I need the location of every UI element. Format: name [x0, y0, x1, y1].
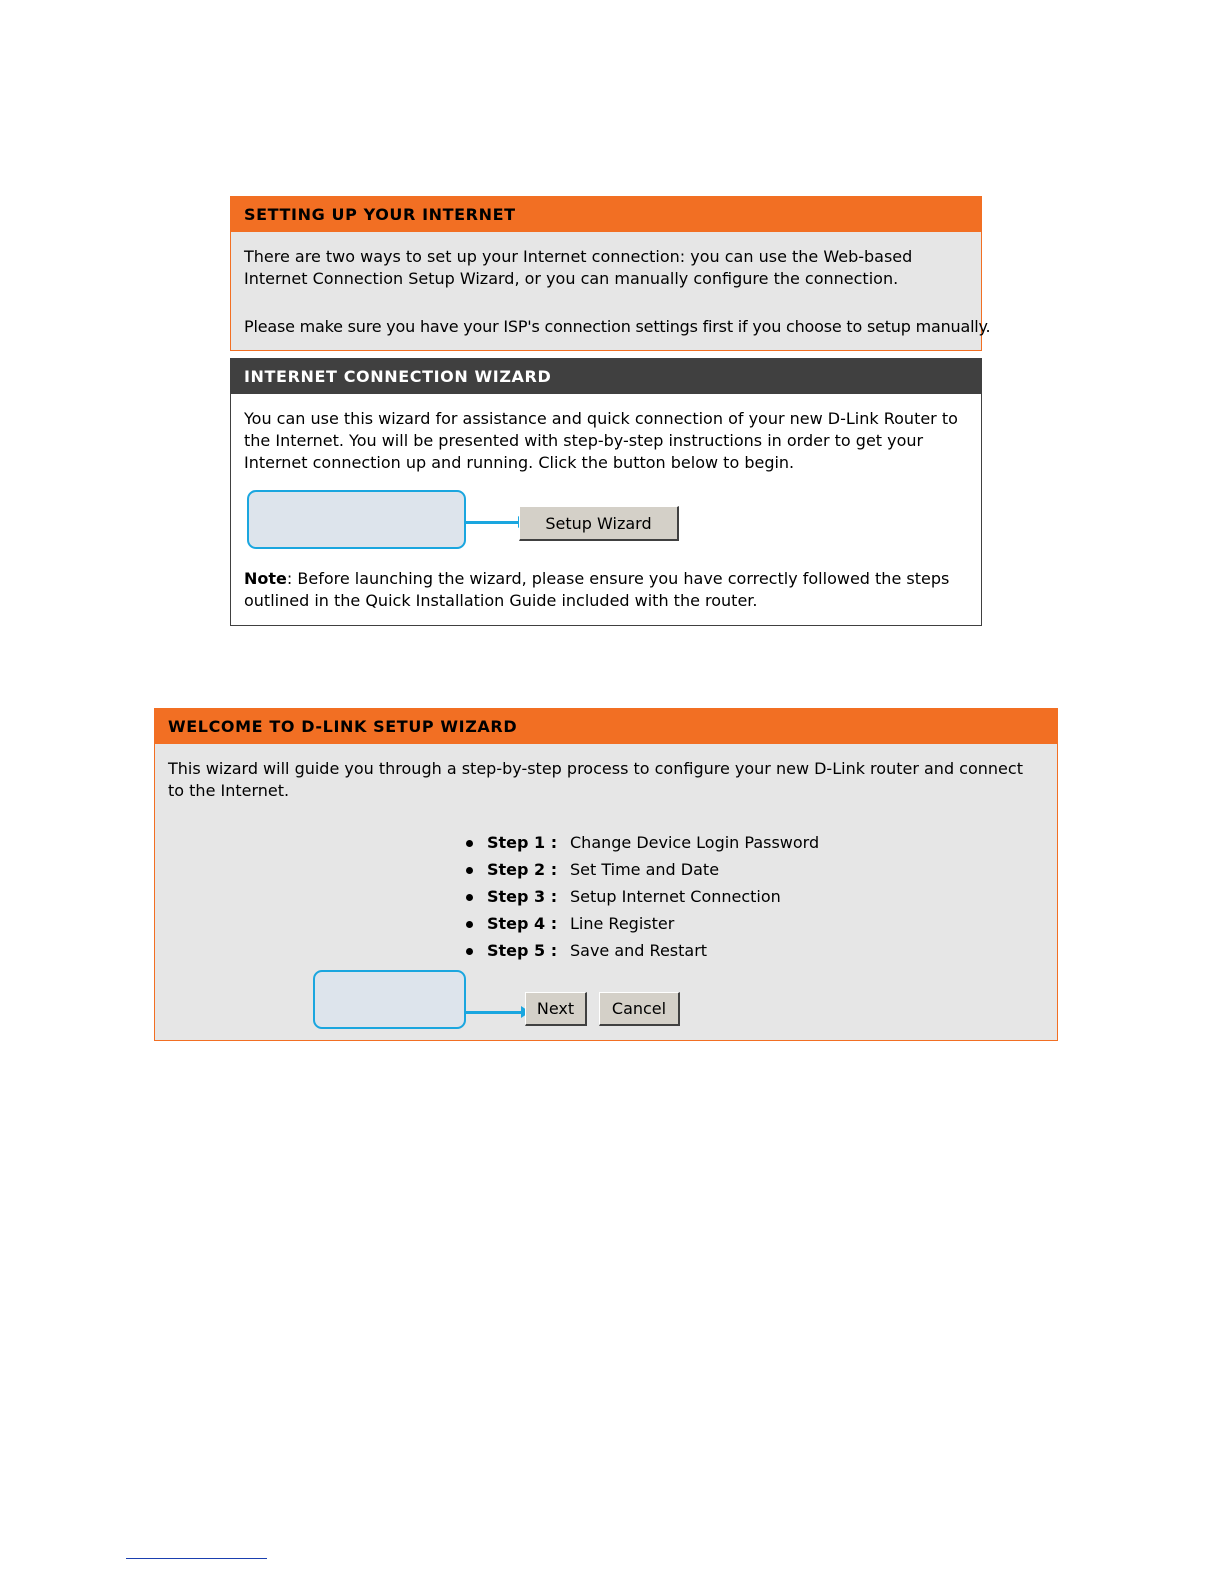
list-item [466, 832, 866, 854]
list-item [466, 859, 866, 881]
welcome-wizard-title: WELCOME TO D-LINK SETUP WIZARD [155, 709, 1057, 744]
bullet-icon [466, 921, 473, 928]
step-description: Setup Internet Connection [570, 887, 781, 906]
step-label: Step 5 : [487, 941, 558, 960]
step-label: Step 4 : [487, 914, 558, 933]
next-arrow [466, 1011, 521, 1014]
step-description: Change Device Login Password [570, 833, 820, 852]
footer-divider [126, 1558, 267, 1559]
connection-wizard-note [244, 568, 976, 612]
setup-internet-description: There are two ways to set up your Internet connection: you can use the Web-based Internet Connection Setup Wizard, or you can manually configure the connection. [244, 247, 913, 288]
note-label: Note [244, 569, 287, 588]
step-label: Step 2 : [487, 860, 558, 879]
setup-wizard-arrow [466, 521, 518, 524]
setup-internet-panel [230, 196, 991, 351]
cancel-button[interactable]: Cancel [599, 992, 680, 1026]
step-description: Line Register [570, 914, 675, 933]
wizard-steps-list [466, 832, 866, 972]
setup-internet-title: SETTING UP YOUR INTERNET [231, 197, 981, 232]
setup-wizard-callout [247, 490, 466, 549]
bullet-icon [466, 867, 473, 874]
welcome-wizard-panel [154, 708, 1058, 1041]
connection-wizard-description: You can use this wizard for assistance and quick connection of your new D-Link Router to the Internet. You will be presented with step-by-step instructions in order to get your Internet connection up and running. Click the button below to begin. [244, 409, 958, 472]
setup-internet-manual-note: Please make sure you have your ISP's connection settings first if you choose to setup manually. [244, 317, 991, 336]
next-button[interactable]: Next [525, 992, 587, 1026]
bullet-icon [466, 840, 473, 847]
step-description: Save and Restart [570, 941, 708, 960]
list-item [466, 940, 866, 962]
setup-wizard-button[interactable]: Setup Wizard [519, 506, 679, 541]
step-description: Set Time and Date [570, 860, 720, 879]
step-label: Step 1 : [487, 833, 558, 852]
welcome-wizard-description: This wizard will guide you through a step-by-step process to configure your new D-Link router and connect to the Internet. [168, 759, 1023, 800]
next-callout [313, 970, 466, 1029]
note-text: : Before launching the wizard, please ensure you have correctly followed the steps outlined in the Quick Installation Guide included with the router. [244, 569, 950, 610]
connection-wizard-panel [230, 358, 982, 626]
list-item [466, 913, 866, 935]
bullet-icon [466, 894, 473, 901]
bullet-icon [466, 948, 473, 955]
connection-wizard-title: INTERNET CONNECTION WIZARD [231, 359, 981, 394]
list-item [466, 886, 866, 908]
step-label: Step 3 : [487, 887, 558, 906]
